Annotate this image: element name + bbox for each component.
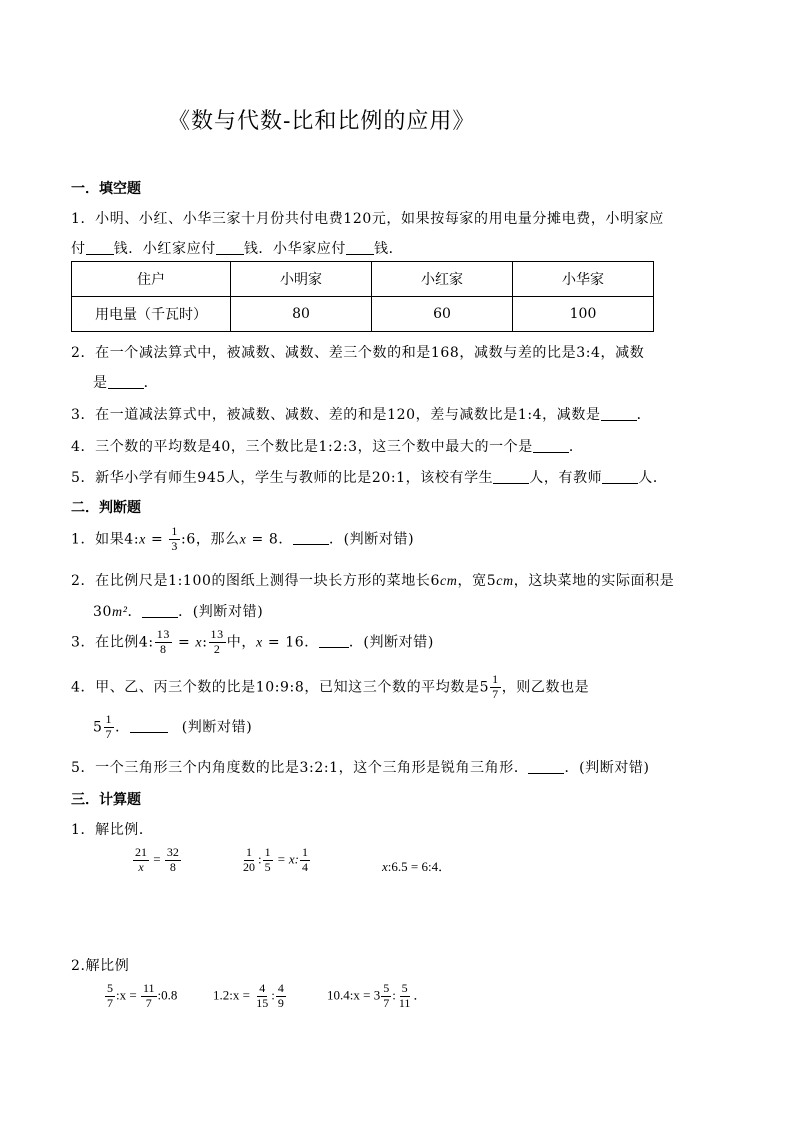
fraction-numerator: 21 <box>135 845 147 859</box>
answer-blank[interactable] <box>533 438 569 453</box>
fraction <box>241 846 257 875</box>
fraction-denominator: 7 <box>107 995 113 1010</box>
answer-blank[interactable] <box>216 240 244 255</box>
variable-x: x <box>255 635 263 651</box>
equation-3-2-a <box>104 982 177 1011</box>
table-cell: 100 <box>513 297 654 332</box>
variable-x: x <box>195 635 203 651</box>
text: 钱．小华家应付 <box>243 241 347 257</box>
text: ．(判断对错) <box>329 531 415 548</box>
answer-blank[interactable] <box>528 759 564 774</box>
fraction <box>276 982 286 1011</box>
fraction-numerator: 1 <box>105 712 113 726</box>
unit-cm: cm <box>439 574 458 589</box>
text: :x = <box>116 987 140 1003</box>
question-2-2-line1 <box>71 570 674 590</box>
table-header-cell: 小华家 <box>513 262 654 297</box>
text: = <box>150 851 164 867</box>
question-2-3 <box>71 628 434 657</box>
fraction-denominator: 5 <box>264 859 271 874</box>
text: ，这块菜地的实际面积是 <box>513 573 675 589</box>
fraction-numerator: 13 <box>210 627 224 641</box>
question-1-5 <box>71 467 667 487</box>
fraction-numerator: 1 <box>246 845 252 859</box>
table-row <box>72 262 654 297</box>
fraction-denominator: 11 <box>398 995 411 1010</box>
text: 5 <box>93 719 103 736</box>
text: :6，那么 <box>181 531 240 548</box>
text: ，宽5 <box>457 573 497 589</box>
question-3-2-label: 2.解比例 <box>71 958 130 974</box>
answer-blank[interactable] <box>346 240 374 255</box>
fraction-denominator: 8 <box>160 641 167 656</box>
text: ． <box>115 719 130 736</box>
equation-3-1-b <box>240 846 311 875</box>
fraction-denominator: 3 <box>171 538 179 553</box>
text: = x: <box>273 851 299 867</box>
text: 付 <box>71 241 86 257</box>
fraction-numerator: 1 <box>492 672 499 686</box>
answer-blank[interactable] <box>602 469 638 484</box>
text: ．(判断对错) <box>348 634 434 651</box>
fraction-denominator: 9 <box>277 995 284 1010</box>
question-1-2-line1: 2．在一个减法算式中，被减数、减数、差三个数的和是168，减数与差的比是3:4，减数 <box>71 345 645 361</box>
text: 5．新华小学有师生945人，学生与教师的比是20:1，该校有学生 <box>71 470 494 486</box>
table-header-cell: 小红家 <box>372 262 513 297</box>
fraction <box>105 982 115 1011</box>
fraction-numerator: 5 <box>107 981 113 995</box>
answer-blank[interactable] <box>319 633 349 648</box>
question-2-1 <box>71 525 414 554</box>
text: 钱． <box>374 241 404 257</box>
text: 4．三个数的平均数是40，三个数比是1:2:3，这三个数中最大的一个是 <box>71 439 533 455</box>
fraction <box>165 846 181 875</box>
fraction-denominator: 8 <box>169 859 176 874</box>
equation-3-1-a <box>132 846 182 875</box>
question-1-4 <box>71 436 583 456</box>
fraction-numerator: 4 <box>277 981 284 995</box>
question-2-5 <box>71 757 650 777</box>
text: ． <box>143 375 159 391</box>
text: 人，有教师 <box>529 470 603 486</box>
text: 4．甲、乙、丙三个数的比是10:9:8，已知这三个数的平均数是5 <box>71 679 490 696</box>
fraction-denominator: x <box>138 859 144 874</box>
text: 1．如果4: <box>71 531 140 548</box>
fraction <box>381 982 391 1011</box>
fraction-denominator: 2 <box>213 641 221 656</box>
fraction-denominator: 20 <box>243 859 255 874</box>
text: 中， <box>226 634 256 651</box>
fraction-denominator: 7 <box>492 686 499 701</box>
equation-3-2-c <box>327 982 426 1011</box>
question-2-2-line2 <box>93 601 263 621</box>
text: ． <box>636 407 652 423</box>
section-heading-calculation: 三．计算题 <box>71 792 141 808</box>
fraction-denominator: 4 <box>302 859 308 874</box>
answer-blank[interactable] <box>601 406 637 421</box>
fraction <box>104 713 115 742</box>
fraction-numerator: 32 <box>166 845 179 859</box>
text: ．(判断对错) <box>178 604 264 620</box>
fraction-numerator: 5 <box>383 981 390 995</box>
text: : <box>392 987 396 1003</box>
text: 30 <box>93 604 113 620</box>
fraction-denominator: 7 <box>145 995 152 1010</box>
text: = <box>172 634 196 651</box>
text: = 8． <box>246 531 294 548</box>
text: ．(判断对错) <box>564 760 650 776</box>
fraction-numerator: 11 <box>142 981 155 995</box>
fraction-denominator: 15 <box>256 995 269 1010</box>
text: ，则乙数也是 <box>501 679 590 696</box>
text: 10.4:x = 3 <box>327 987 381 1003</box>
fraction-numerator: 1 <box>171 524 179 538</box>
page-title: 《数与代数-比和比例的应用》 <box>168 109 476 134</box>
table-cell: 80 <box>231 297 372 332</box>
fraction <box>397 982 413 1011</box>
text: 3．在比例4: <box>71 634 154 651</box>
fraction <box>490 673 501 702</box>
text: = <box>145 531 169 548</box>
fraction <box>300 846 310 875</box>
section-heading-fill-blank: 一．填空题 <box>71 181 141 197</box>
question-2-4-line1 <box>71 673 589 702</box>
fraction <box>141 982 157 1011</box>
unit-m2: m² <box>112 605 128 620</box>
fraction <box>133 846 149 875</box>
text: : <box>271 987 275 1003</box>
text: = 16． <box>262 634 319 651</box>
fraction <box>254 982 270 1011</box>
text: ． <box>413 987 427 1003</box>
text: :0.8 <box>157 987 178 1003</box>
variable-x: x <box>239 532 247 548</box>
text: ． <box>568 439 584 455</box>
text: ． <box>127 604 143 620</box>
answer-blank[interactable] <box>493 469 529 484</box>
question-1-1-line1: 1．小明、小红、小华三家十月份共付电费120元，如果按每家的用电量分摊电费，小明家应 <box>71 211 664 227</box>
text: : <box>202 634 208 651</box>
table-header-cell: 住户 <box>72 262 231 297</box>
text: 3．在一道减法算式中，被减数、减数、差的和是120，差与减数比是1:4，减数是 <box>71 407 601 423</box>
answer-blank[interactable] <box>86 240 114 255</box>
fraction-numerator: 5 <box>401 981 408 995</box>
text: 是 <box>93 375 108 391</box>
text: 1.2:x = <box>213 987 254 1003</box>
question-2-4-line2 <box>93 713 252 742</box>
text: : <box>258 851 262 867</box>
equation-3-2-b <box>213 982 287 1011</box>
text: :6.5 = 6:4． <box>387 859 452 874</box>
fraction-numerator: 4 <box>259 981 266 995</box>
fraction <box>155 628 172 657</box>
section-heading-true-false: 二．判断题 <box>71 500 141 516</box>
table-cell: 60 <box>372 297 513 332</box>
variable-x: x <box>382 859 388 874</box>
fraction-numerator: 1 <box>302 845 308 859</box>
fraction <box>263 846 273 875</box>
answer-blank[interactable] <box>108 374 144 389</box>
fraction-denominator: 7 <box>105 726 113 741</box>
text: 5．一个三角形三个内角度数的比是3:2:1，这个三角形是锐角三角形． <box>71 760 529 776</box>
fraction-denominator: 7 <box>383 995 390 1010</box>
text: (判断对错) <box>181 719 253 736</box>
text: 人． <box>638 470 668 486</box>
text: 2．在比例尺是1:100的图纸上测得一块长方形的菜地长6 <box>71 573 440 589</box>
question-1-3 <box>71 404 651 424</box>
table-row <box>72 297 654 332</box>
answer-blank[interactable] <box>130 718 168 733</box>
answer-blank[interactable] <box>142 603 178 618</box>
fraction <box>169 525 180 554</box>
text: 钱．小红家应付 <box>113 241 216 257</box>
electricity-table <box>71 261 654 332</box>
variable-x: x <box>139 532 146 548</box>
question-1-2-line2 <box>93 372 158 392</box>
question-1-1-line2 <box>71 238 403 258</box>
fraction <box>209 628 226 657</box>
equation-3-1-c <box>382 856 451 875</box>
question-3-1-label: 1．解比例． <box>71 822 154 838</box>
fraction-numerator: 13 <box>156 627 170 641</box>
table-cell: 用电量（千瓦时） <box>72 297 231 332</box>
fraction-numerator: 1 <box>264 845 271 859</box>
answer-blank[interactable] <box>293 530 329 545</box>
unit-cm: cm <box>496 574 514 589</box>
table-header-cell: 小明家 <box>231 262 372 297</box>
